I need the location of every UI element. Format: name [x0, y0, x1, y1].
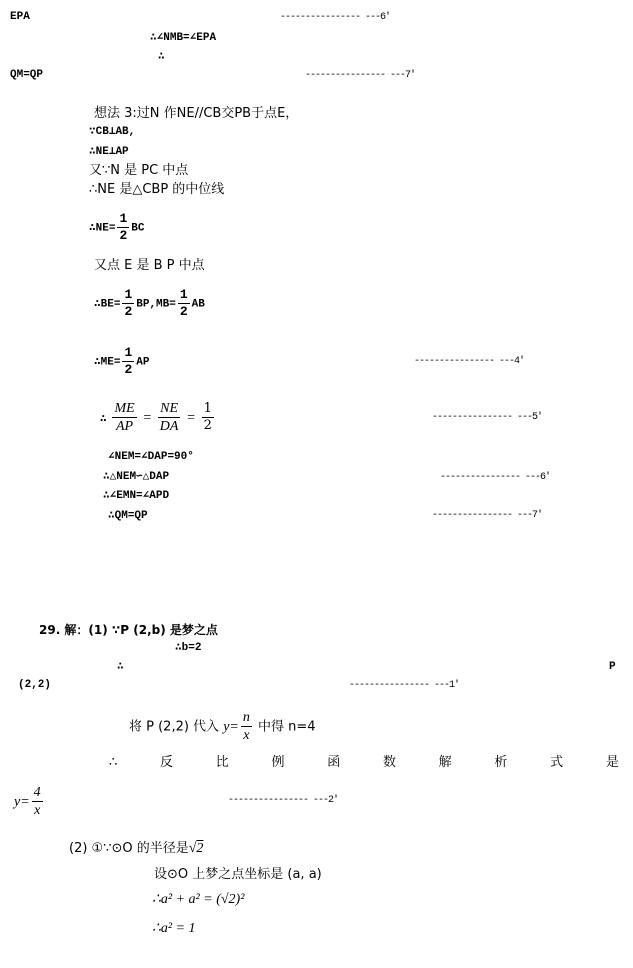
method-3-title: 想法 3:过N 作NE//CB交PB于点E，	[94, 106, 299, 121]
step-be-mb: ∴BE= $\frac{1}{2}$ BP,MB= $\frac{1}{2}$ AB	[94, 287, 205, 320]
text-qm-qp: QM=QP	[10, 69, 44, 81]
step-equation-a: ∴a² + a² = (√2)²	[152, 892, 245, 907]
point-2-2: (2,2)	[18, 679, 52, 691]
text-p-right: P	[609, 661, 616, 673]
step-angle-emn: ∴∠EMN=∠APD	[103, 490, 170, 502]
score-mark-6b: ---------------- ---6′	[440, 472, 551, 483]
spread-char: 数	[382, 755, 396, 770]
step-a-squared: ∴a² = 1	[152, 921, 196, 936]
spread-char: 是	[605, 755, 619, 770]
step-conclusion-spread	[109, 756, 619, 769]
score-mark-5: ---------------- ---5′	[432, 412, 543, 423]
text-epa: EPA	[10, 11, 30, 23]
text-angle-nmb: ∴∠NMB=∠EPA	[150, 32, 217, 44]
spread-char: 析	[494, 755, 508, 770]
spread-char: 比	[215, 755, 229, 770]
step-e-midpoint: 又点 E 是 B P 中点	[94, 258, 205, 273]
spread-char: 函	[327, 755, 341, 770]
step-ne-perp: ∴NE⊥AP	[89, 146, 129, 158]
step-cb-perp: ∵CB⊥AB,	[89, 126, 136, 138]
score-mark-7b: ---------------- ---7′	[432, 510, 543, 521]
function-formula: y= $\frac{4}{x}$	[14, 785, 41, 819]
score-mark-6: ---------------- ---6′	[280, 12, 391, 23]
score-mark-4: ---------------- ---4′	[414, 356, 525, 367]
step-ne-half-bc: ∴NE= $\frac{1}{2}$ BC	[89, 211, 145, 244]
step-n-midpoint: 又∵N 是 PC 中点	[89, 163, 189, 178]
step-dream-point: 设⊙O 上梦之点坐标是 (a, a)	[154, 867, 322, 882]
step-me-half-ap: ∴ME= $\frac{1}{2}$ AP	[94, 345, 150, 378]
text-therefore-2: ∴	[117, 661, 124, 673]
score-mark-7: ---------------- ---7′	[305, 70, 416, 81]
step-right-angles: ∠NEM=∠DAP=90°	[108, 451, 194, 463]
spread-char: 式	[550, 755, 564, 770]
spread-char: 例	[271, 755, 285, 770]
spread-char: 解	[438, 755, 452, 770]
step-substitute: 将 P (2,2) 代入 y= $\frac{n}{x}$ 中得 n=4	[129, 710, 316, 744]
step-ratio: ∴ $\frac{ME}{AP}$ = $\frac{NE}{DA}$ = $\frac{1}{2}$	[100, 401, 212, 435]
part-2-radius: (2) ①∵⊙O 的半径是√2	[69, 841, 204, 856]
spread-char: 反	[160, 755, 174, 770]
step-qm-qp: ∴QM=QP	[108, 510, 148, 522]
question-29-heading: 29. 解：(1) ∵P (2,b) 是梦之点	[39, 623, 218, 637]
text-therefore: ∴	[158, 51, 165, 63]
step-b-equals-2: ∴b=2	[175, 642, 202, 654]
spread-char: ∴	[109, 755, 118, 770]
step-midline: ∴NE 是△CBP 的中位线	[89, 182, 225, 197]
step-similar: ∴△NEM∽△DAP	[103, 471, 170, 483]
score-mark-2: ---------------- ---2′	[228, 795, 339, 806]
score-mark-1: ---------------- ---1′	[349, 680, 460, 691]
